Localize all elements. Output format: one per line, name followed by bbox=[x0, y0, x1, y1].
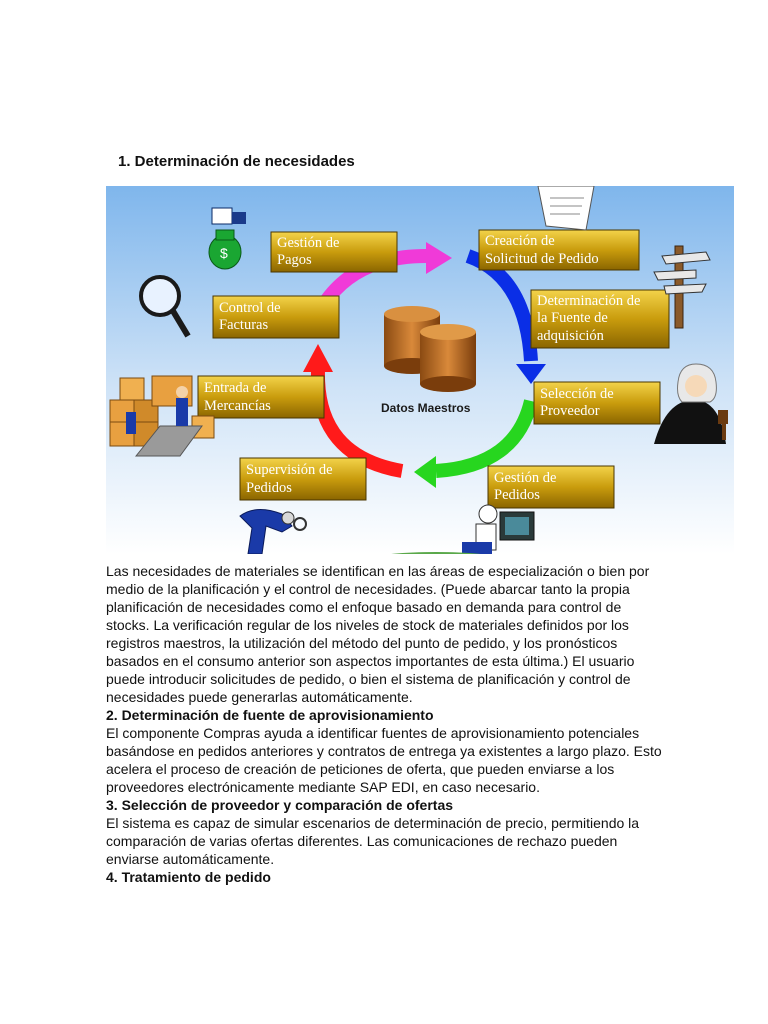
section-1-heading: 1. Determinación de necesidades bbox=[118, 153, 355, 170]
box-gestion-pedidos-line1: Gestión de bbox=[494, 470, 557, 486]
box-seleccion-line2: Proveedor bbox=[540, 403, 600, 419]
paragraph-3: El sistema es capaz de simular escenarios de determinación de precio, permitiendo la comparación de varias ofertas diferentes. Las comunicaciones de rechazo pueden enviarse automáticamente. bbox=[106, 815, 640, 867]
box-creacion-line2: Solicitud de Pedido bbox=[485, 251, 599, 267]
svg-text:$: $ bbox=[220, 245, 228, 261]
box-seleccion-proveedor bbox=[534, 382, 660, 424]
box-determinacion-line1: Determinación de bbox=[537, 293, 641, 309]
box-gestion-pagos bbox=[271, 232, 397, 272]
document-icon bbox=[538, 186, 594, 230]
box-gestion-pagos-line1: Gestión de bbox=[277, 235, 340, 251]
box-entrada-line2: Mercancías bbox=[204, 398, 271, 414]
box-determinacion-line2: la Fuente de bbox=[537, 310, 608, 326]
box-control-facturas bbox=[213, 296, 339, 338]
box-creacion-solicitud bbox=[479, 230, 639, 270]
box-control-line1: Control de bbox=[219, 300, 281, 316]
paragraph-2: El componente Compras ayuda a identificar fuentes de aprovisionamiento potenciales basándose en pedidos anteriores y contratos de entrega ya existentes a largo plazo. Esto acelera el proceso de creación de peticiones de oferta, que pueden enviarse a los proveedores electrónicamente mediante SAP EDI, en caso necesario. bbox=[106, 725, 662, 795]
box-entrada-mercancias bbox=[198, 376, 324, 418]
center-label: Datos Maestros bbox=[381, 401, 471, 415]
box-creacion-line1: Creación de bbox=[485, 233, 555, 249]
box-gestion-pagos-line2: Pagos bbox=[277, 252, 312, 268]
body-text bbox=[106, 562, 666, 886]
section-4-heading: 4. Tratamiento de pedido bbox=[106, 869, 271, 885]
section-2-heading: 2. Determinación de fuente de aprovisionamiento bbox=[106, 707, 434, 723]
box-supervision-line2: Pedidos bbox=[246, 480, 292, 496]
box-gestion-pedidos-line2: Pedidos bbox=[494, 487, 540, 503]
paragraph-1: Las necesidades de materiales se identifican en las áreas de especialización o bien por medio de la planificación y el control de necesidades. (Puede abarcar tanto la propia planificación de necesidades como el enfoque basado en demanda para control de stocks. La verificación regular de los niveles de stock de materiales definidos por los registros maestros, la utilización del método del punto de pedido, y los pronósticos basados en el consumo anterior son aspectos importantes de esta última.) El usuario puede introducir solicitudes de pedido, o bien el sistema de planificación y control de necesidades puede generarlas automáticamente. bbox=[106, 563, 650, 705]
box-control-line2: Facturas bbox=[219, 317, 269, 333]
box-determinacion-fuente bbox=[531, 290, 669, 348]
box-determinacion-line3: adquisición bbox=[537, 328, 604, 344]
box-supervision-line1: Supervisión de bbox=[246, 462, 333, 478]
box-gestion-pedidos bbox=[488, 466, 614, 508]
box-supervision-pedidos bbox=[240, 458, 366, 500]
box-entrada-line1: Entrada de bbox=[204, 380, 267, 396]
box-seleccion-line1: Selección de bbox=[540, 386, 614, 402]
procurement-cycle-diagram bbox=[106, 186, 734, 554]
section-3-heading: 3. Selección de proveedor y comparación de ofertas bbox=[106, 797, 454, 813]
